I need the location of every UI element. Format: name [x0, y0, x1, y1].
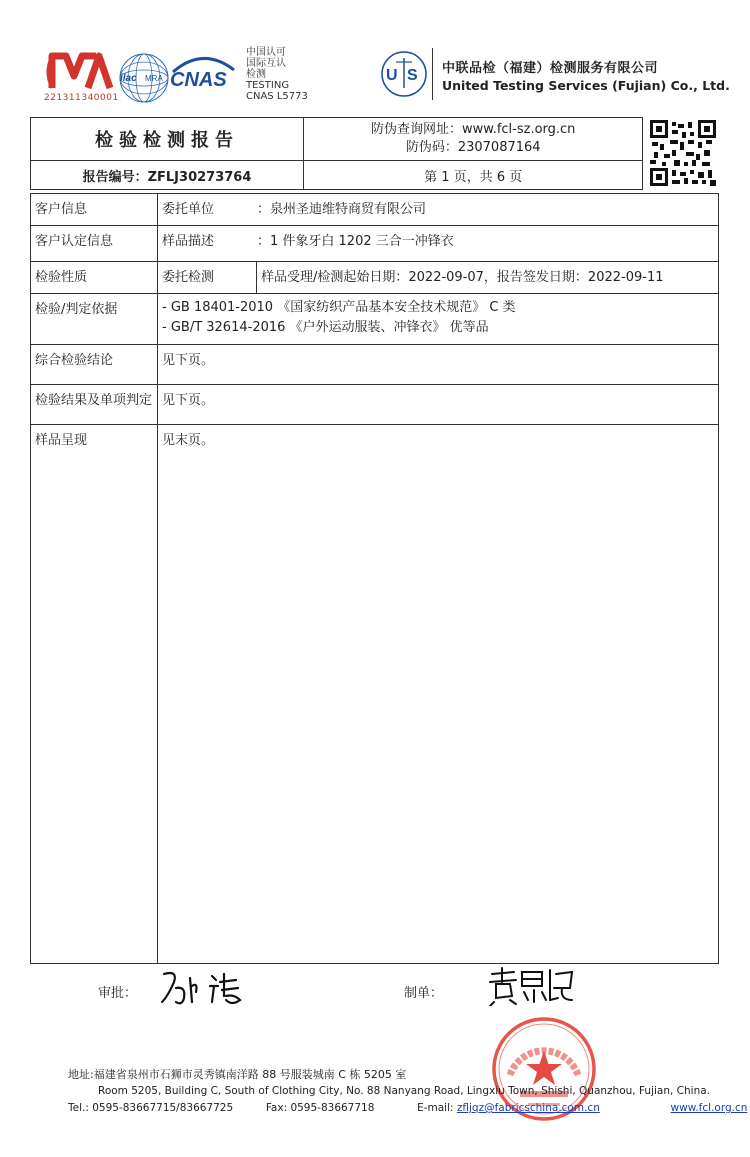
prepare-label: 制单：: [404, 986, 444, 1001]
cma-number: 221311340001: [44, 93, 119, 103]
nature-label: 检验性质: [31, 262, 158, 294]
row-customer-confirm: [31, 226, 719, 262]
svg-text:CNAS: CNAS: [170, 69, 227, 91]
preparer-signature: [486, 964, 576, 1006]
row-customer-info: [31, 194, 719, 226]
report-header-table: [30, 117, 719, 190]
svg-text:S: S: [407, 67, 418, 84]
row-conclusion: [31, 345, 719, 385]
conclusion-value: 见下页。: [158, 345, 719, 385]
qr-code-icon: [650, 120, 716, 186]
nature-sub: 委托检测: [158, 262, 257, 294]
nature-value: 样品受理/检测起始日期：2022-09-07，报告签发日期：2022-09-11: [257, 262, 719, 294]
approver-signature: [156, 966, 266, 1008]
sample-label: 样品呈现: [31, 425, 158, 964]
report-title: 检验检测报告: [31, 118, 304, 161]
approve-label: 审批：: [98, 986, 138, 1001]
basis-item: - GB/T 32614-2016 《户外运动服装、冲锋衣》 优等品: [162, 320, 489, 335]
cnas-logo: [168, 52, 238, 98]
footer-email-label: E-mail:: [417, 1102, 457, 1114]
results-label: 检验结果及单项判定: [31, 385, 158, 425]
footer-website-link[interactable]: www.fcl.org.cn: [670, 1102, 748, 1114]
results-value: 见下页。: [158, 385, 719, 425]
anti-code: 防伪码：2307087164: [405, 140, 541, 155]
anti-url: 防伪查询网址：www.fcl-sz.org.cn: [370, 122, 576, 137]
customer-info-value: ：泉州圣迪维特商贸有限公司: [257, 202, 427, 217]
row-basis: [31, 294, 719, 345]
customer-info-label: 客户信息: [31, 194, 158, 226]
company-name-en: United Testing Services (Fujian) Co., Ltd.: [442, 78, 730, 93]
footer-fax: Fax: 0595-83667718: [265, 1102, 375, 1114]
basis-item: - GB 18401-2010 《国家纺织产品基本安全技术规范》 C 类: [162, 300, 516, 315]
footer-email-link[interactable]: zfljqz@fabricschina.com.cn: [456, 1102, 600, 1114]
page-number: 第 1 页，共 6 页: [303, 161, 642, 190]
footer-address-cn: 地址:福建省泉州市石狮市灵秀镇南洋路 88 号服装城南 C 栋 5205 室: [68, 1068, 407, 1081]
footer-tel: Tel.: 0595-83667715/83667725: [68, 1102, 234, 1114]
cma-logo: [44, 50, 114, 94]
footer-address-en: Room 5205, Building C, South of Clothing City, No. 88 Nanyang Road, Lingxiu Town, Shishi, Quanzhou, Fujian, China.: [98, 1085, 711, 1097]
sample-value: 见末页。: [158, 425, 719, 964]
row-nature: [31, 262, 719, 294]
anti-counterfeit-info: [303, 118, 642, 161]
report-main-table: [30, 193, 719, 964]
customer-confirm-label: 客户认定信息: [31, 226, 158, 262]
row-sample: [31, 425, 719, 964]
row-results: [31, 385, 719, 425]
svg-text:MRA: MRA: [145, 74, 163, 83]
report-number: 报告编号：ZFLJ30273764: [31, 161, 304, 190]
uts-logo: [378, 48, 430, 104]
company-name-cn: 中联品检（福建）检测服务有限公司: [442, 61, 659, 76]
header-divider: [432, 48, 433, 100]
svg-text:U: U: [386, 67, 398, 84]
conclusion-label: 综合检验结论: [31, 345, 158, 385]
basis-label: 检验/判定依据: [31, 294, 158, 345]
customer-confirm-value: ：1 件象牙白 1202 三合一冲锋衣: [257, 234, 454, 249]
footer-contact: [68, 1102, 747, 1114]
svg-text:ilac: ilac: [120, 73, 137, 84]
customer-info-sub: 委托单位: [162, 202, 215, 217]
cnas-cert-text: 中国认可 国际互认 检测 TESTING CNAS L5773: [246, 47, 308, 102]
customer-confirm-sub: 样品描述: [162, 234, 215, 249]
ilac-mra-logo: [118, 50, 170, 106]
